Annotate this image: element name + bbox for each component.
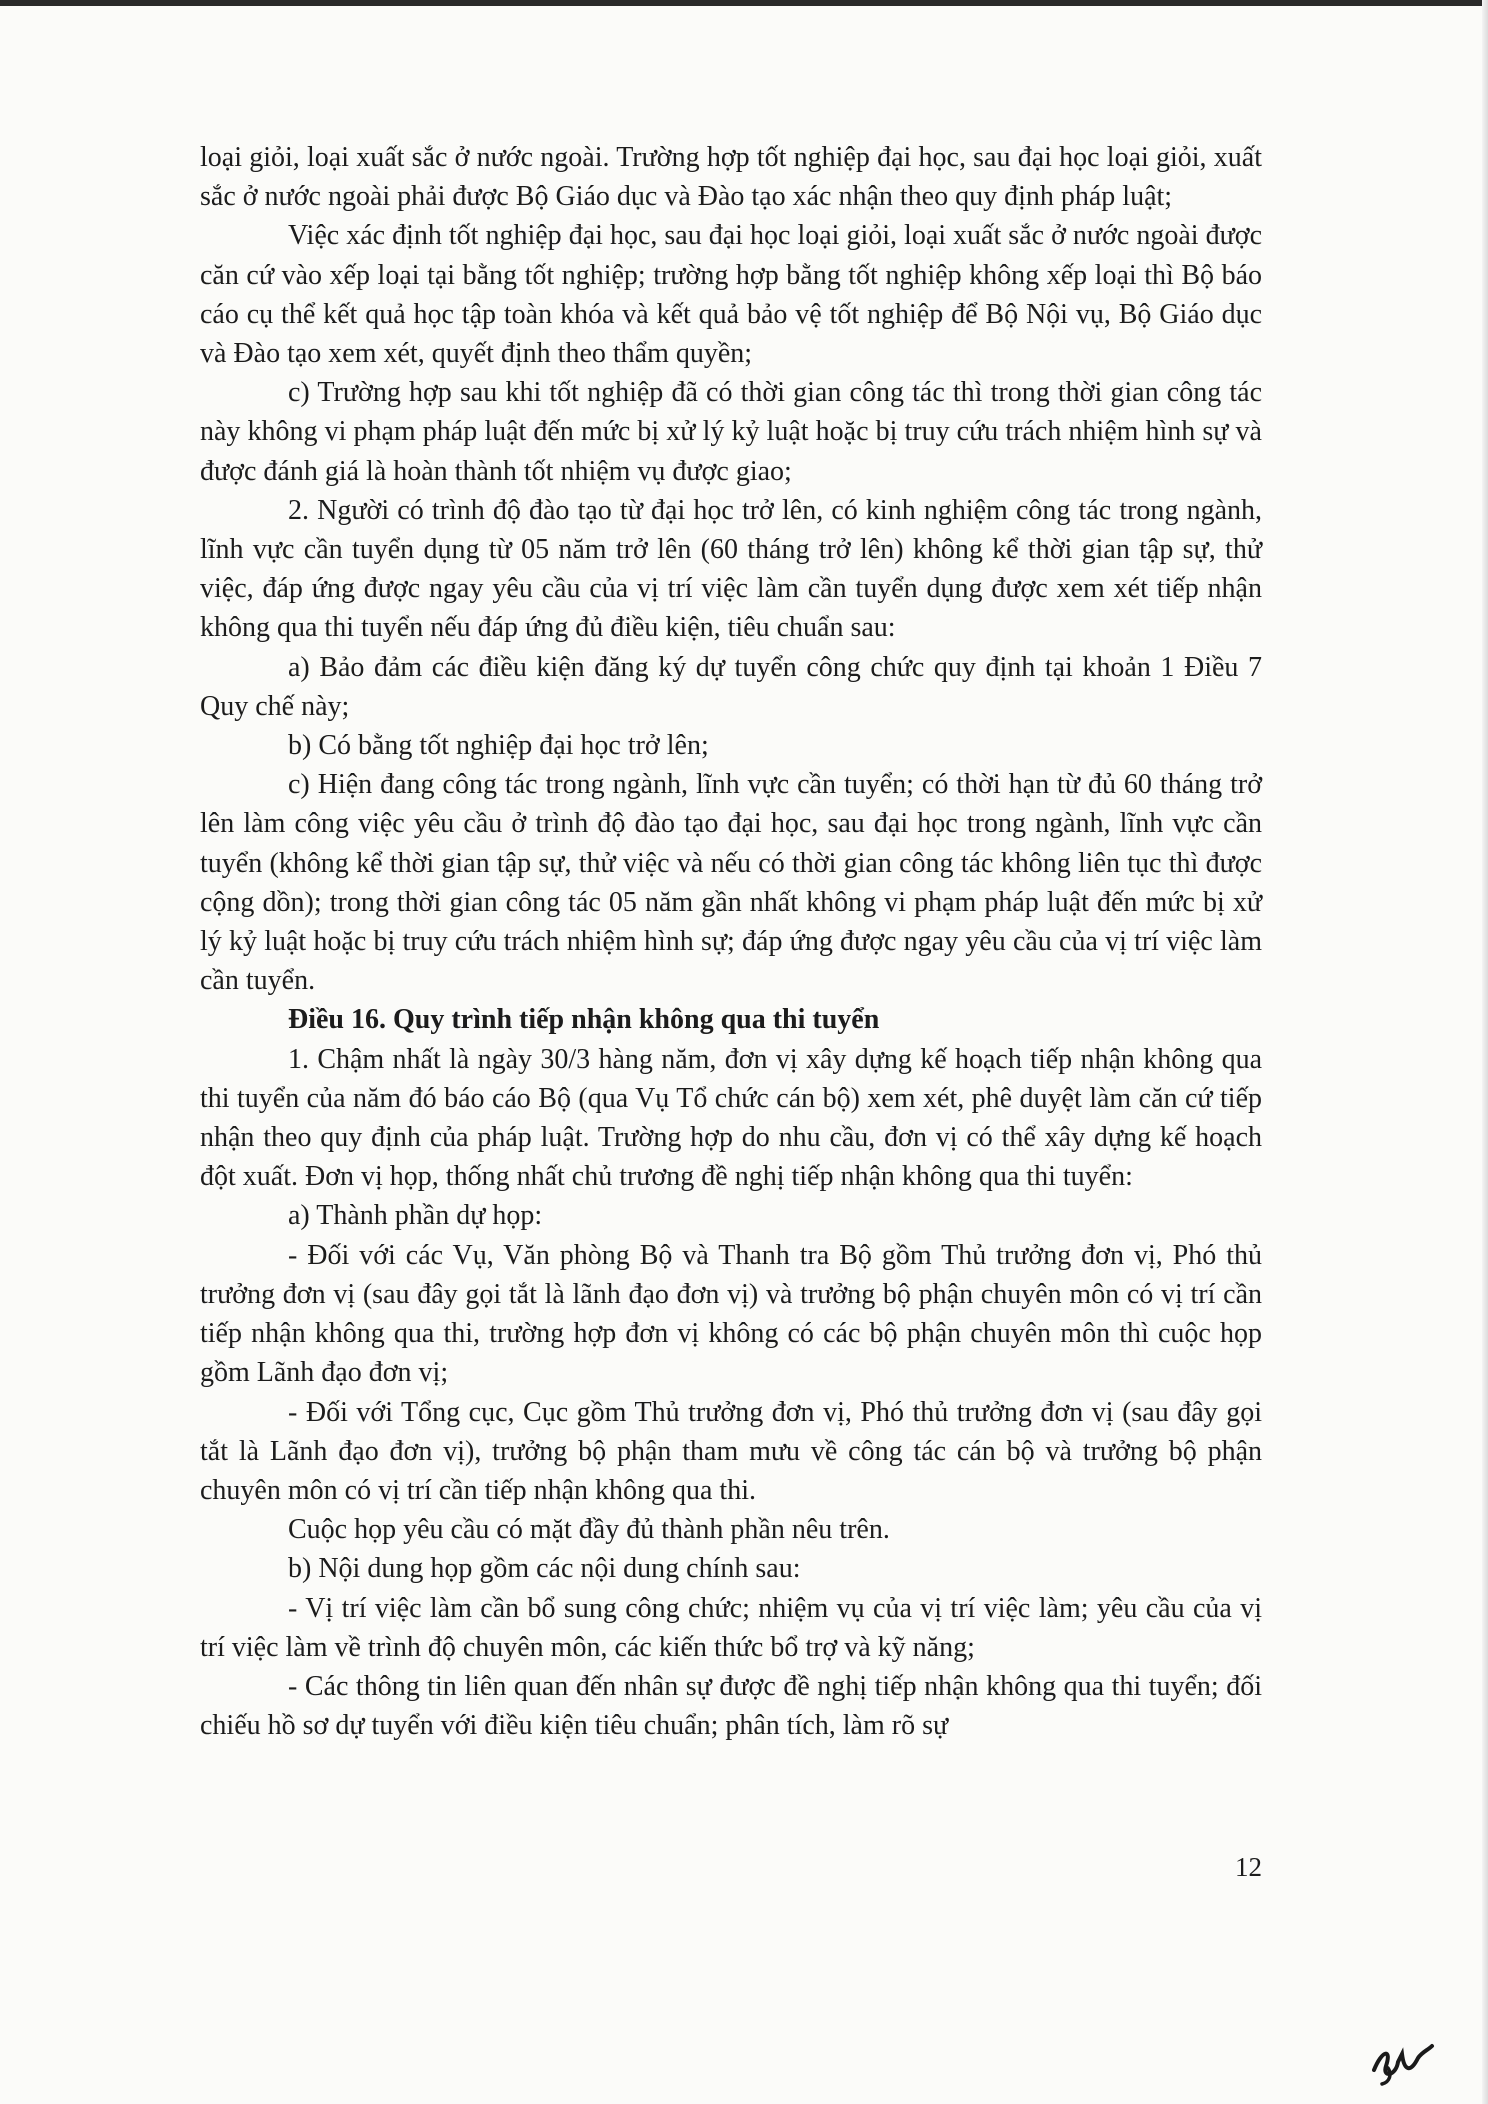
paragraph: b) Có bằng tốt nghiệp đại học trở lên; [288,730,709,762]
handwritten-initials [1368,2040,1438,2088]
page-number: 12 [1235,1852,1262,1882]
paragraph: c) Hiện đang công tác trong ngành, lĩnh vực cần tuyển; có thời hạn từ đủ 60 tháng trở lên làm công việc yêu cầu ở trình độ đào tạo đại học, sau đại học trong ngành, lĩnh vực cần tuyển (không kể thời gian tập sự, thử việc và nếu có thời gian công tác không liên tục thì được cộng dồn); trong thời gian công tác 05 năm gần nhất không vi phạm pháp luật đến mức bị xử lý kỷ luật hoặc bị truy cứu trách nhiệm hình sự; đáp ứng được ngay yêu cầu của vị trí việc làm cần tuyển. [200,769,1262,997]
paragraph: a) Bảo đảm các điều kiện đăng ký dự tuyển công chức quy định tại khoản 1 Điều 7 Quy chế này; [200,651,1262,722]
paragraph: a) Thành phần dự họp: [288,1200,543,1232]
body-text [200,138,1262,1745]
paragraph: b) Nội dung họp gồm các nội dung chính sau: [288,1553,801,1585]
paragraph: - Đối với các Vụ, Văn phòng Bộ và Thanh tra Bộ gồm Thủ trưởng đơn vị, Phó thủ trưởng đơn vị (sau đây gọi tắt là lãnh đạo đơn vị) và trưởng bộ phận chuyên môn có vị trí cần tiếp nhận không qua thi, trường hợp đơn vị không có các bộ phận chuyên môn thì cuộc họp gồm Lãnh đạo đơn vị; [200,1239,1262,1389]
paragraph: 2. Người có trình độ đào tạo từ đại học trở lên, có kinh nghiệm công tác trong ngành, lĩnh vực cần tuyển dụng từ 05 năm trở lên (60 tháng trở lên) không kể thời gian tập sự, thử việc, đáp ứng được ngay yêu cầu của vị trí việc làm cần tuyển dụng được xem xét tiếp nhận không qua thi tuyển nếu đáp ứng đủ điều kiện, tiêu chuẩn sau: [200,494,1262,644]
paragraph: 1. Chậm nhất là ngày 30/3 hàng năm, đơn vị xây dựng kế hoạch tiếp nhận không qua thi tuyển của năm đó báo cáo Bộ (qua Vụ Tổ chức cán bộ) xem xét, phê duyệt làm căn cứ tiếp nhận theo quy định của pháp luật. Trường hợp do nhu cầu, đơn vị có thể xây dựng kế hoạch đột xuất. Đơn vị họp, thống nhất chủ trương đề nghị tiếp nhận không qua thi tuyển: [200,1043,1262,1193]
article-heading: Điều 16. Quy trình tiếp nhận không qua thi tuyển [288,1004,880,1036]
paragraph: Cuộc họp yêu cầu có mặt đầy đủ thành phần nêu trên. [288,1514,890,1546]
paragraph-continuation: loại giỏi, loại xuất sắc ở nước ngoài. Trường hợp tốt nghiệp đại học, sau đại học loại giỏi, xuất sắc ở nước ngoài phải được Bộ Giáo dục và Đào tạo xác nhận theo quy định pháp luật; [200,142,1262,213]
paragraph: Việc xác định tốt nghiệp đại học, sau đại học loại giỏi, loại xuất sắc ở nước ngoài được căn cứ vào xếp loại tại bằng tốt nghiệp; trường hợp bằng tốt nghiệp không xếp loại thì Bộ báo cáo cụ thể kết quả học tập toàn khóa và kết quả bảo vệ tốt nghiệp để Bộ Nội vụ, Bộ Giáo dục và Đào tạo xem xét, quyết định theo thẩm quyền; [200,220,1262,370]
paragraph: c) Trường hợp sau khi tốt nghiệp đã có thời gian công tác thì trong thời gian công tác này không vi phạm pháp luật đến mức bị xử lý kỷ luật hoặc bị truy cứu trách nhiệm hình sự và được đánh giá là hoàn thành tốt nhiệm vụ được giao; [200,377,1262,487]
scan-right-edge [1482,0,1488,2104]
paragraph: - Các thông tin liên quan đến nhân sự được đề nghị tiếp nhận không qua thi tuyển; đối chiếu hồ sơ dự tuyển với điều kiện tiêu chuẩn; phân tích, làm rõ sự [200,1670,1262,1742]
paragraph: - Vị trí việc làm cần bổ sung công chức; nhiệm vụ của vị trí việc làm; yêu cầu của vị trí việc làm về trình độ chuyên môn, các kiến thức bổ trợ và kỹ năng; [200,1592,1262,1663]
scan-top-border [0,0,1488,6]
paragraph: - Đối với Tổng cục, Cục gồm Thủ trưởng đơn vị, Phó thủ trưởng đơn vị (sau đây gọi tắt là Lãnh đạo đơn vị), trưởng bộ phận tham mưu về công tác cán bộ và trưởng bộ phận chuyên môn có vị trí cần tiếp nhận không qua thi. [200,1396,1262,1506]
